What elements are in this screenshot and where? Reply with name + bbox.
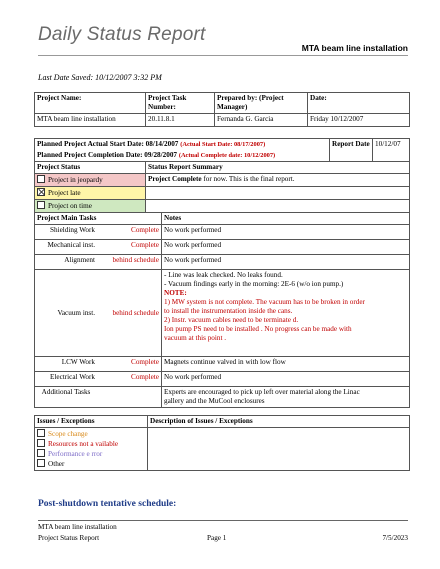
note-line: gallery and the MuCool enclosures [164, 397, 265, 405]
status-option-jeopardy[interactable] [35, 174, 146, 187]
checkbox-icon[interactable] [37, 449, 45, 457]
summary-bold: Project Complete [148, 175, 202, 183]
issues-description [148, 428, 410, 471]
task-status: Complete [97, 225, 162, 240]
note-line: 1) MW system is not complete. The vacuum has to be broken in order [164, 298, 365, 306]
issue-option-scope[interactable] [37, 429, 145, 439]
summary-blank-cell [146, 200, 410, 213]
note-line: Magnets continue valved in with low flow [164, 358, 286, 366]
status-option-on-time[interactable] [35, 200, 146, 213]
task-name: Vacuum inst. [35, 270, 98, 357]
checkbox-icon[interactable] [37, 459, 45, 467]
footer-divider [38, 520, 408, 521]
task-name: Electrical Work [35, 372, 98, 387]
note-line: No work performed [164, 226, 222, 234]
task-name: Shielding Work [35, 225, 98, 240]
last-saved: Last Date Saved: 10/12/2007 3:32 PM [38, 73, 162, 82]
task-status: behind schedule [97, 255, 162, 270]
issues-header: Issues / Exceptions [35, 416, 148, 428]
prepared-by-value: Fernanda G. Garcia [215, 114, 308, 127]
project-task-label: Project Task Number: [146, 93, 215, 114]
checkbox-icon[interactable] [37, 439, 45, 447]
footer-report-name: Project Status Report [38, 534, 100, 542]
note-line: NOTE: [164, 289, 187, 297]
issue-label: Resources not a vailable [48, 440, 119, 448]
status-option-label: Project late [48, 189, 81, 197]
issue-option-other[interactable] [37, 459, 145, 469]
note-line: No work performed [164, 256, 222, 264]
task-status: Complete [97, 357, 162, 372]
checked-checkbox-icon[interactable] [37, 188, 45, 196]
planned-start-label: Planned Project Actual Start Date: [37, 140, 144, 148]
project-info-table [34, 92, 410, 127]
note-line: 2) Instr. vacuum cables need to be terminate d. [164, 316, 299, 324]
date-value: Friday 10/12/2007 [308, 114, 410, 127]
actual-start-note: (Actual Start Date: 08/17/2007) [180, 141, 266, 148]
task-notes [162, 387, 410, 408]
task-status: behind schedule [97, 270, 162, 357]
task-notes [162, 255, 410, 270]
footer-date: 7/5/2023 [382, 534, 408, 542]
status-option-label: Project in jeopardy [48, 176, 103, 184]
report-title: Daily Status Report [38, 24, 206, 45]
issues-list [35, 428, 148, 471]
task-name: Additional Tasks [35, 387, 98, 408]
note-line: - Vacuum findings early in the morning: 2E-6 (w/o ion pump.) [164, 280, 344, 288]
note-line: No work performed [164, 241, 222, 249]
planned-start-value: 08/14/2007 [145, 140, 179, 148]
issue-label: Scope change [48, 430, 88, 438]
actual-completion-note: (Actual Complete date: 10/12/2007) [178, 152, 276, 159]
note-line: No work performed [164, 373, 222, 381]
issue-label: Performance e rror [48, 450, 103, 458]
planned-completion-value: 09/28/2007 [144, 151, 178, 159]
issue-option-resources[interactable] [37, 439, 145, 449]
issue-option-performance[interactable] [37, 449, 145, 459]
task-notes [162, 270, 410, 357]
project-name-value: MTA beam line installation [35, 114, 146, 127]
task-name: LCW Work [35, 357, 98, 372]
task-name: Mechanical inst. [35, 240, 98, 255]
task-name: Alignment [35, 255, 98, 270]
issues-description-header: Description of Issues / Exceptions [148, 416, 410, 428]
tasks-header: Project Main Tasks [35, 213, 162, 225]
summary-text-cell [146, 174, 410, 187]
project-task-value: 20.11.8.1 [146, 114, 215, 127]
post-shutdown-heading: Post-shutdown tentative schedule: [38, 499, 177, 509]
note-line: Ion pump PS need to be installed . No progress can be made with [164, 325, 352, 333]
issues-table [34, 415, 410, 471]
note-line: vacuum at this point . [164, 334, 227, 342]
summary-header: Status Report Summary [146, 162, 410, 174]
checkbox-icon[interactable] [37, 201, 45, 209]
date-label: Date: [308, 93, 410, 114]
notes-header: Notes [162, 213, 410, 225]
task-notes [162, 225, 410, 240]
report-date-value: 10/12/07 [373, 139, 410, 162]
task-status: Complete [97, 372, 162, 387]
task-notes [162, 372, 410, 387]
task-status [97, 387, 162, 408]
task-notes [162, 357, 410, 372]
tasks-table [34, 212, 410, 408]
issue-label: Other [48, 460, 65, 468]
prepared-by-label: Prepared by: (Project Manager) [215, 93, 308, 114]
task-status: Complete [97, 240, 162, 255]
report-subtitle: MTA beam line installation [301, 43, 408, 53]
footer-project: MTA beam line installation [38, 523, 117, 531]
checkbox-icon[interactable] [37, 175, 45, 183]
project-name-label: Project Name: [35, 93, 146, 114]
planned-completion-row [35, 150, 330, 162]
note-line: - Line was leak checked. No leaks found. [164, 271, 283, 279]
status-option-label: Project on time [48, 202, 92, 210]
header-divider [38, 55, 408, 56]
note-line: Experts are encouraged to pick up left over material along the Linac [164, 388, 360, 396]
note-line: to install the instrumentation inside the cans. [164, 307, 293, 315]
status-table [34, 138, 410, 213]
footer-page: Page 1 [207, 534, 227, 542]
project-status-header: Project Status [35, 162, 146, 174]
checkbox-icon[interactable] [37, 429, 45, 437]
summary-blank-cell [146, 187, 410, 200]
status-option-late[interactable] [35, 187, 146, 200]
report-date-label: Report Date [330, 139, 373, 162]
planned-start-row [35, 139, 330, 151]
summary-text: for now. This is the final report. [201, 175, 295, 183]
task-notes [162, 240, 410, 255]
planned-completion-label: Planned Project Completion Date: [37, 151, 143, 159]
